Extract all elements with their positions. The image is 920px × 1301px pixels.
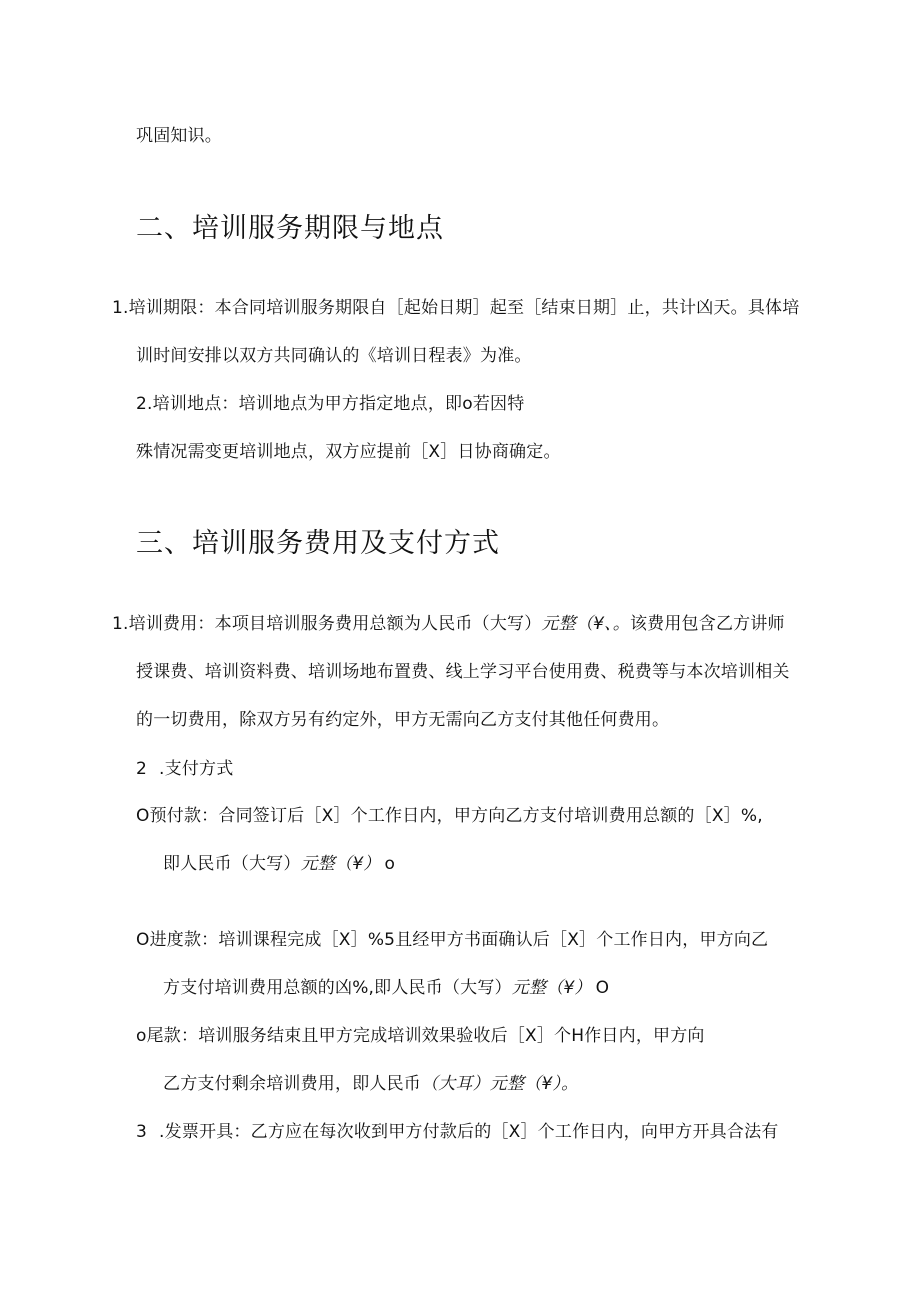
prepayment-line-1: O预付款：合同签订后［X］个工作日内，甲方向乙方支付培训费用总额的［X］%, — [136, 806, 763, 826]
progress-payment-text-c: O — [595, 978, 610, 998]
final-payment-line-1: o尾款：培训服务结束且甲方完成培训效果验收后［X］个H作日内，甲方向 — [136, 1026, 705, 1046]
invoice-text: .发票开具：乙方应在每次收到甲方付款后的［X］个工作日内，向甲方开具合法有 — [159, 1122, 779, 1142]
training-location-line-1: 2.培训地点：培训地点为甲方指定地点，即o若因特 — [136, 394, 525, 414]
training-fee-line-1 — [112, 612, 785, 636]
progress-payment-line-1: O进度款：培训课程完成［X］%5且经甲方书面确认后［X］个工作日内，甲方向乙 — [136, 930, 769, 950]
section-heading-3: 三、培训服务费用及支付方式 — [136, 528, 500, 559]
prepayment-text-a: 即人民币（大写） — [163, 854, 301, 874]
payment-method-number: 2 — [136, 759, 148, 779]
payment-method-title — [136, 757, 233, 781]
invoice-number: 3 — [136, 1122, 148, 1142]
training-fee-text-c: 该费用包含乙方讲师 — [629, 614, 785, 634]
training-fee-line-3: 的一切费用，除双方另有约定外，甲方无需向乙方支付其他任何费用。 — [136, 710, 670, 730]
progress-payment-amount: 元整（¥） — [511, 978, 592, 998]
training-period-line-2: 训时间安排以双方共同确认的《培训日程表》为准。 — [136, 346, 532, 366]
training-fee-text-a: 1.培训费用：本项目培训服务费用总额为人民币（大写） — [112, 614, 542, 634]
final-payment-line-2 — [163, 1072, 578, 1096]
prepayment-text-c: o — [384, 854, 396, 874]
training-location-line-2: 殊情况需变更培训地点，双方应提前［X］日协商确定。 — [136, 442, 561, 462]
training-period-line-1: 1.培训期限：本合同培训服务期限自［起始日期］起至［结束日期］止，共计凶天。具体培 — [112, 298, 800, 318]
prepayment-amount: 元整（¥） — [300, 854, 381, 874]
progress-payment-text-a: 方支付培训费用总额的凶%,即人民币（大写） — [163, 978, 512, 998]
invoice-line-1 — [136, 1120, 778, 1144]
training-fee-amount: 元整（¥、。 — [541, 614, 630, 634]
final-payment-text-a: 乙方支付剩余培训费用，即人民币 — [163, 1074, 421, 1094]
payment-method-label: .支付方式 — [159, 759, 234, 779]
progress-payment-line-2 — [163, 976, 609, 1000]
section-heading-2: 二、培训服务期限与地点 — [136, 213, 444, 244]
prepayment-line-2 — [163, 852, 395, 876]
paragraph-tail: 巩固知识。 — [136, 126, 222, 146]
final-payment-amount: （大耳）元整（¥）。 — [421, 1074, 579, 1094]
training-fee-line-2: 授课费、培训资料费、培训场地布置费、线上学习平台使用费、税费等与本次培训相关 — [136, 662, 790, 682]
